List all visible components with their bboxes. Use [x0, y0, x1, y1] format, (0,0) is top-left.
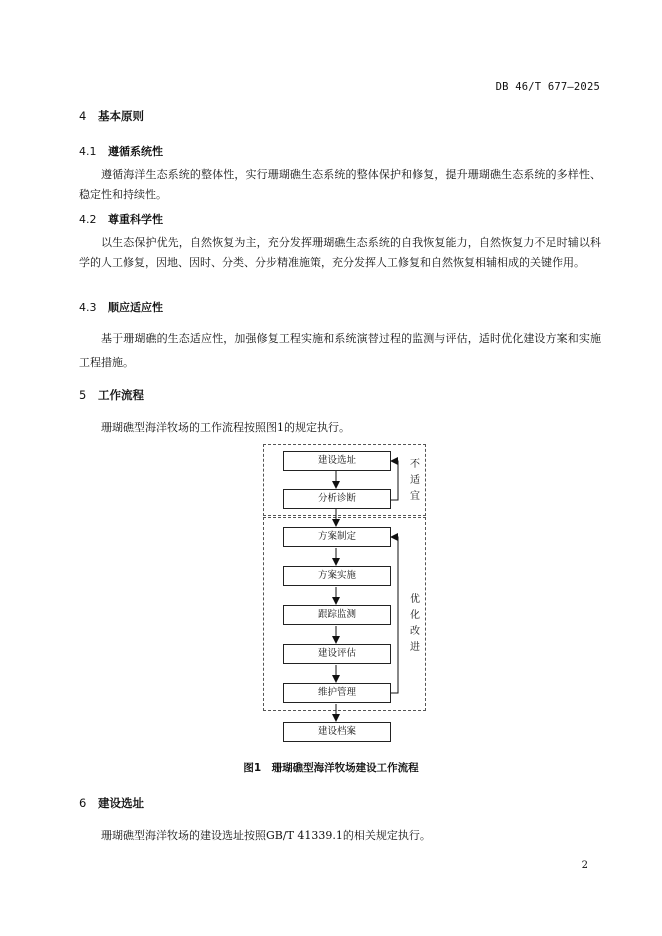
page-number: 2	[581, 860, 588, 871]
step-plan-formulation: 方案制定	[283, 527, 391, 547]
step-construction-archive: 建设档案	[283, 722, 391, 742]
section-number: 4.3	[79, 301, 97, 314]
section-6-paragraph: 珊瑚礁型海洋牧场的建设选址按照GB/T 41339.1的相关规定执行。	[101, 829, 431, 842]
section-title: 遵循系统性	[108, 145, 163, 158]
section-number: 6	[79, 796, 87, 810]
section-title: 顺应适应性	[108, 301, 163, 314]
section-4-1-paragraph: 遵循海洋生态系统的整体性，实行珊瑚礁生态系统的整体保护和修复，提升珊瑚礁生态系统的多样性、稳定性和持续性。	[79, 168, 601, 201]
section-4-3-paragraph: 基于珊瑚礁的生态适应性，加强修复工程实施和系统演替过程的监测与评估，适时优化建设方案和实施工程措施。	[79, 332, 601, 369]
section-title: 尊重科学性	[108, 213, 163, 226]
label-unsuitable: 不适宜	[410, 459, 420, 502]
section-number: 4	[79, 109, 87, 123]
step-site-selection: 建设选址	[283, 451, 391, 471]
step-tracking-monitoring: 跟踪监测	[283, 605, 391, 625]
section-title: 建设选址	[98, 796, 144, 810]
figure-caption: 图1 珊瑚礁型海洋牧场建设工作流程	[243, 762, 419, 774]
step-maintenance-management: 维护管理	[283, 683, 391, 703]
section-6-heading	[79, 795, 144, 811]
step-plan-implementation: 方案实施	[283, 566, 391, 586]
standard-code: DB 46/T 677—2025	[495, 81, 600, 93]
section-number: 5	[79, 388, 87, 402]
step-construction-evaluation: 建设评估	[283, 644, 391, 664]
step-analysis-diagnosis: 分析诊断	[283, 489, 391, 509]
section-number: 4.2	[79, 213, 97, 226]
section-title: 工作流程	[98, 388, 144, 402]
label-optimize-improve: 优化改进	[410, 594, 420, 653]
section-4-2-paragraph: 以生态保护优先，自然恢复为主，充分发挥珊瑚礁生态系统的自我恢复能力，自然恢复力不足时辅以科学的人工修复，因地、因时、分类、分步精准施策，充分发挥人工修复和自然恢复相辅相成的关键作用。	[79, 236, 601, 269]
section-title: 基本原则	[98, 109, 144, 123]
section-5-paragraph: 珊瑚礁型海洋牧场的工作流程按照图1的规定执行。	[101, 421, 350, 434]
section-number: 4.1	[79, 145, 97, 158]
